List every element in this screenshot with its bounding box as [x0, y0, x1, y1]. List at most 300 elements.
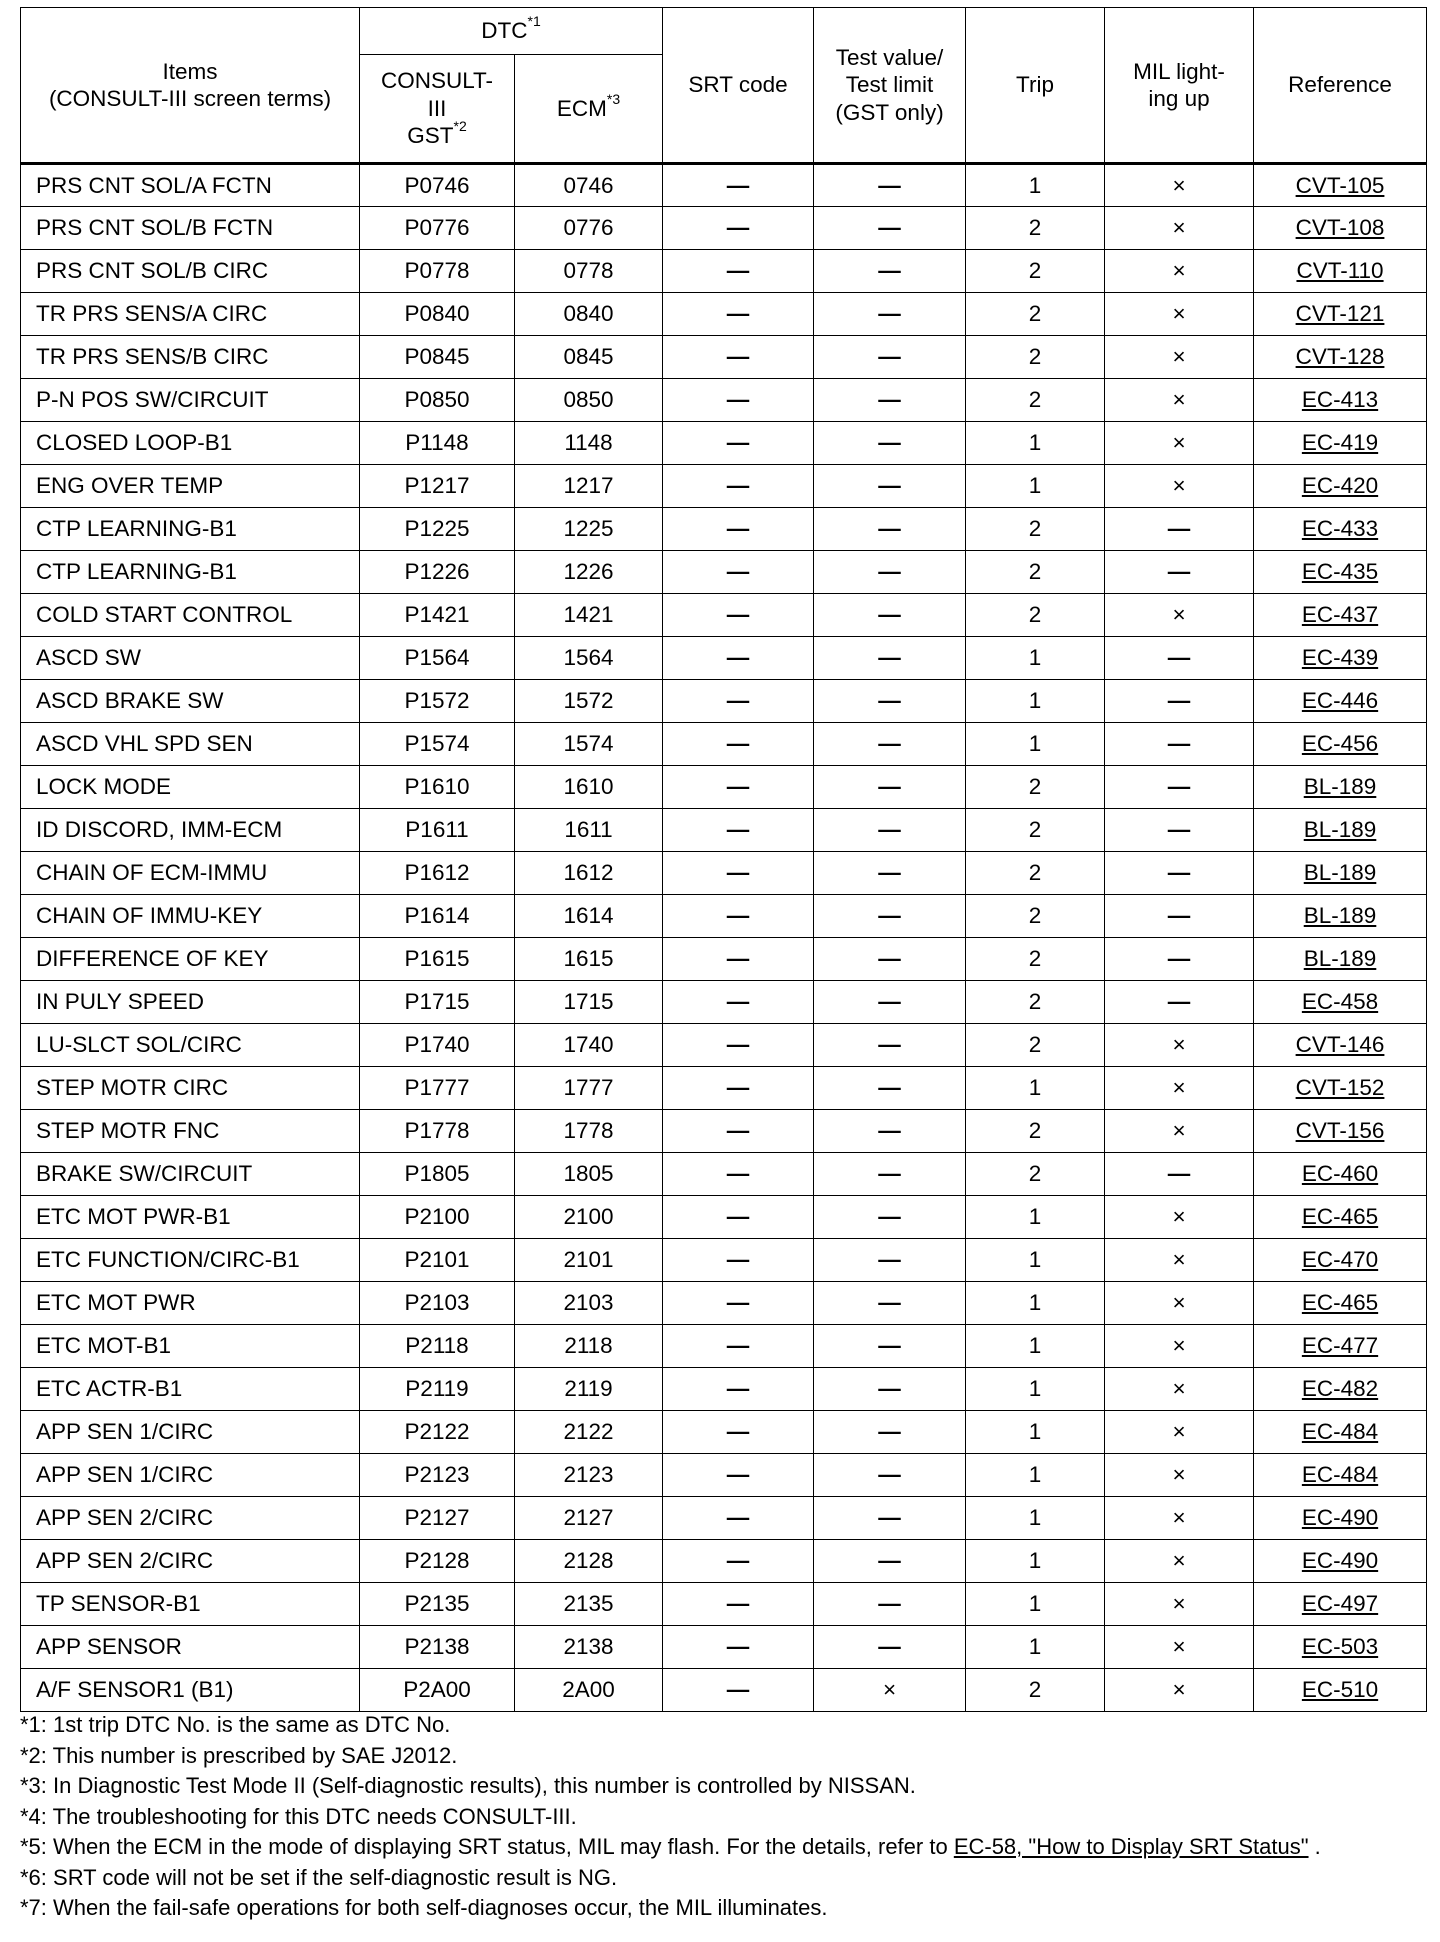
table-row [21, 207, 1427, 250]
ecm-cell: 2128 [515, 1540, 663, 1583]
consult-gst-cell: P0850 [360, 379, 515, 422]
reference-cell[interactable] [1254, 1153, 1427, 1196]
reference-link[interactable]: EC-465 [1301, 1204, 1379, 1230]
consult-gst-cell: P0746 [360, 164, 515, 207]
item-cell: ETC FUNCTION/CIRC-B1 [21, 1239, 360, 1282]
mil-cell: × [1105, 293, 1254, 336]
item-cell: TP SENSOR-B1 [21, 1583, 360, 1626]
item-cell: CTP LEARNING-B1 [21, 551, 360, 594]
reference-link[interactable]: EC-419 [1301, 430, 1379, 456]
header-ecm: ECM$^{*3}$ [515, 55, 663, 164]
trip-cell: 1 [966, 680, 1105, 723]
reference-cell[interactable] [1254, 981, 1427, 1024]
reference-link[interactable]: EC-460 [1301, 1161, 1379, 1187]
trip-cell: 2 [966, 594, 1105, 637]
reference-link[interactable]: EC-433 [1301, 516, 1379, 542]
consult-gst-cell: P0840 [360, 293, 515, 336]
ecm-cell: 0776 [515, 207, 663, 250]
mil-cell: — [1105, 680, 1254, 723]
consult-gst-cell: P2122 [360, 1411, 515, 1454]
dtc-table [20, 7, 1427, 1712]
reference-link[interactable]: EC-503 [1301, 1634, 1379, 1660]
consult-gst-cell: P0778 [360, 250, 515, 293]
item-cell: ETC MOT PWR-B1 [21, 1196, 360, 1239]
trip-cell: 1 [966, 1239, 1105, 1282]
srt-code-cell: — [663, 1411, 814, 1454]
table-row [21, 1282, 1427, 1325]
trip-cell: 2 [966, 852, 1105, 895]
reference-cell[interactable] [1254, 1110, 1427, 1153]
reference-link[interactable]: EC-465 [1301, 1290, 1379, 1316]
mil-cell: × [1105, 379, 1254, 422]
table-row [21, 1454, 1427, 1497]
mil-cell: — [1105, 981, 1254, 1024]
reference-cell[interactable] [1254, 809, 1427, 852]
srt-code-cell: — [663, 250, 814, 293]
reference-link[interactable]: EC-477 [1301, 1333, 1379, 1359]
trip-cell: 1 [966, 1497, 1105, 1540]
trip-cell: 2 [966, 981, 1105, 1024]
consult-gst-cell: P2A00 [360, 1669, 515, 1712]
srt-code-cell: — [663, 422, 814, 465]
srt-code-cell: — [663, 1110, 814, 1153]
table-row [21, 723, 1427, 766]
consult-gst-cell: P2138 [360, 1626, 515, 1669]
srt-code-cell: — [663, 1196, 814, 1239]
trip-cell: 1 [966, 1282, 1105, 1325]
reference-cell[interactable] [1254, 1583, 1427, 1626]
consult-gst-cell: P1805 [360, 1153, 515, 1196]
table-row [21, 981, 1427, 1024]
ecm-cell: 1778 [515, 1110, 663, 1153]
ecm-cell: 1611 [515, 809, 663, 852]
reference-link[interactable]: CVT-152 [1295, 1075, 1385, 1101]
reference-cell[interactable] [1254, 508, 1427, 551]
test-value-cell: — [814, 422, 966, 465]
srt-code-cell: — [663, 895, 814, 938]
srt-code-cell: — [663, 1368, 814, 1411]
mil-cell: × [1105, 1024, 1254, 1067]
table-row [21, 1110, 1427, 1153]
reference-cell[interactable] [1254, 207, 1427, 250]
consult-gst-cell: P1778 [360, 1110, 515, 1153]
table-row [21, 164, 1427, 207]
mil-cell: — [1105, 809, 1254, 852]
reference-cell[interactable] [1254, 1282, 1427, 1325]
consult-gst-cell: P2100 [360, 1196, 515, 1239]
reference-link[interactable]: EC-490 [1301, 1548, 1379, 1574]
trip-cell: 2 [966, 1110, 1105, 1153]
item-cell: ASCD SW [21, 637, 360, 680]
ecm-cell: 2122 [515, 1411, 663, 1454]
mil-cell: × [1105, 1626, 1254, 1669]
test-value-cell: — [814, 250, 966, 293]
srt-status-link[interactable]: EC-58, "How to Display SRT Status" [953, 1834, 1309, 1859]
srt-code-cell: — [663, 680, 814, 723]
reference-cell[interactable] [1254, 1669, 1427, 1712]
item-cell: PRS CNT SOL/B FCTN [21, 207, 360, 250]
item-cell: APP SEN 1/CIRC [21, 1411, 360, 1454]
reference-link[interactable]: EC-490 [1301, 1505, 1379, 1531]
item-cell: ETC ACTR-B1 [21, 1368, 360, 1411]
srt-code-cell: — [663, 852, 814, 895]
table-row [21, 1411, 1427, 1454]
ecm-cell: 1615 [515, 938, 663, 981]
table-row [21, 250, 1427, 293]
ecm-cell: 1574 [515, 723, 663, 766]
consult-gst-cell: P1740 [360, 1024, 515, 1067]
test-value-cell: — [814, 1153, 966, 1196]
mil-cell: × [1105, 465, 1254, 508]
reference-link[interactable]: CVT-146 [1295, 1032, 1385, 1058]
reference-cell[interactable] [1254, 1196, 1427, 1239]
srt-code-cell: — [663, 981, 814, 1024]
trip-cell: 1 [966, 723, 1105, 766]
mil-cell: — [1105, 895, 1254, 938]
table-row [21, 1239, 1427, 1282]
header-srt-code: SRT code [663, 8, 814, 164]
test-value-cell: — [814, 1282, 966, 1325]
table-body [21, 164, 1427, 1712]
mil-cell: × [1105, 1239, 1254, 1282]
trip-cell: 2 [966, 293, 1105, 336]
test-value-cell: — [814, 336, 966, 379]
mil-cell: × [1105, 1110, 1254, 1153]
ecm-cell: 1217 [515, 465, 663, 508]
mil-cell: — [1105, 852, 1254, 895]
reference-link[interactable]: EC-446 [1301, 688, 1379, 714]
reference-link[interactable]: EC-420 [1301, 473, 1379, 499]
test-value-cell: — [814, 1626, 966, 1669]
item-cell: CHAIN OF IMMU-KEY [21, 895, 360, 938]
srt-code-cell: — [663, 938, 814, 981]
item-cell: COLD START CONTROL [21, 594, 360, 637]
ecm-cell: 1777 [515, 1067, 663, 1110]
trip-cell: 2 [966, 250, 1105, 293]
test-value-cell: — [814, 379, 966, 422]
footnote-1: *1: 1st trip DTC No. is the same as DTC No. [20, 1712, 451, 1737]
item-cell: ID DISCORD, IMM-ECM [21, 809, 360, 852]
table-row [21, 465, 1427, 508]
footnote-2: *2: This number is prescribed by SAE J2012. [20, 1742, 458, 1768]
item-cell: LU-SLCT SOL/CIRC [21, 1024, 360, 1067]
header-consult-gst: CONSULT- III GST$^{*2}$ [360, 55, 515, 164]
reference-cell[interactable] [1254, 766, 1427, 809]
reference-cell[interactable] [1254, 852, 1427, 895]
consult-gst-cell: P2119 [360, 1368, 515, 1411]
ecm-cell: 2118 [515, 1325, 663, 1368]
trip-cell: 2 [966, 1669, 1105, 1712]
mil-cell: × [1105, 1540, 1254, 1583]
trip-cell: 2 [966, 508, 1105, 551]
consult-gst-cell: P1421 [360, 594, 515, 637]
reference-link[interactable]: CVT-121 [1295, 301, 1385, 327]
test-value-cell: — [814, 680, 966, 723]
header-dtc: DTC$^{*1}$ [360, 8, 663, 55]
test-value-cell: — [814, 1368, 966, 1411]
table-row [21, 1497, 1427, 1540]
reference-cell[interactable] [1254, 164, 1427, 207]
test-value-cell: — [814, 1196, 966, 1239]
table-row [21, 680, 1427, 723]
consult-gst-cell: P1148 [360, 422, 515, 465]
ecm-cell: 1740 [515, 1024, 663, 1067]
item-cell: BRAKE SW/CIRCUIT [21, 1153, 360, 1196]
reference-link[interactable]: EC-439 [1301, 645, 1379, 671]
table-row [21, 1540, 1427, 1583]
reference-link[interactable]: CVT-105 [1295, 172, 1385, 198]
trip-cell: 2 [966, 207, 1105, 250]
item-cell: CHAIN OF ECM-IMMU [21, 852, 360, 895]
test-value-cell: — [814, 723, 966, 766]
mil-cell: × [1105, 336, 1254, 379]
trip-cell: 1 [966, 637, 1105, 680]
trip-cell: 1 [966, 1626, 1105, 1669]
consult-gst-cell: P2123 [360, 1454, 515, 1497]
table-row [21, 1153, 1427, 1196]
footnote-7: *7: When the fail-safe operations for both self-diagnoses occur, the MIL illuminates. [20, 1895, 828, 1920]
item-cell: DIFFERENCE OF KEY [21, 938, 360, 981]
reference-cell[interactable] [1254, 465, 1427, 508]
trip-cell: 1 [966, 164, 1105, 207]
header-items: Items (CONSULT-III screen terms) [21, 8, 360, 164]
srt-code-cell: — [663, 1497, 814, 1540]
srt-code-cell: — [663, 1626, 814, 1669]
srt-code-cell: — [663, 1669, 814, 1712]
item-cell: ENG OVER TEMP [21, 465, 360, 508]
item-cell: A/F SENSOR1 (B1) [21, 1669, 360, 1712]
reference-cell[interactable] [1254, 250, 1427, 293]
item-cell: IN PULY SPEED [21, 981, 360, 1024]
trip-cell: 2 [966, 938, 1105, 981]
item-cell: CTP LEARNING-B1 [21, 508, 360, 551]
mil-cell: × [1105, 1282, 1254, 1325]
reference-cell[interactable] [1254, 551, 1427, 594]
trip-cell: 2 [966, 551, 1105, 594]
reference-cell[interactable] [1254, 1325, 1427, 1368]
srt-code-cell: — [663, 1583, 814, 1626]
reference-cell[interactable] [1254, 637, 1427, 680]
consult-gst-cell: P1614 [360, 895, 515, 938]
mil-cell: × [1105, 1411, 1254, 1454]
srt-code-cell: — [663, 1325, 814, 1368]
ecm-cell: 1421 [515, 594, 663, 637]
table-row [21, 422, 1427, 465]
mil-cell: × [1105, 422, 1254, 465]
table-row [21, 1626, 1427, 1669]
consult-gst-cell: P2128 [360, 1540, 515, 1583]
table-row [21, 809, 1427, 852]
item-cell: ETC MOT-B1 [21, 1325, 360, 1368]
reference-link[interactable]: BL-189 [1303, 946, 1377, 972]
consult-gst-cell: P1615 [360, 938, 515, 981]
reference-link[interactable]: BL-189 [1303, 903, 1377, 929]
test-value-cell: — [814, 1067, 966, 1110]
mil-cell: — [1105, 551, 1254, 594]
srt-code-cell: — [663, 207, 814, 250]
reference-cell[interactable] [1254, 895, 1427, 938]
mil-cell: × [1105, 250, 1254, 293]
reference-cell[interactable] [1254, 1626, 1427, 1669]
reference-cell[interactable] [1254, 1239, 1427, 1282]
item-cell: PRS CNT SOL/A FCTN [21, 164, 360, 207]
trip-cell: 1 [966, 465, 1105, 508]
table-row [21, 938, 1427, 981]
reference-link[interactable]: EC-482 [1301, 1376, 1379, 1402]
consult-gst-cell: P2103 [360, 1282, 515, 1325]
reference-cell[interactable] [1254, 379, 1427, 422]
reference-link[interactable]: CVT-128 [1295, 344, 1385, 370]
reference-cell[interactable] [1254, 680, 1427, 723]
footnote-6: *6: SRT code will not be set if the self-diagnostic result is NG. [20, 1864, 618, 1890]
srt-code-cell: — [663, 1239, 814, 1282]
ecm-cell: 1610 [515, 766, 663, 809]
item-cell: APP SEN 1/CIRC [21, 1454, 360, 1497]
test-value-cell: — [814, 1411, 966, 1454]
ecm-cell: 1572 [515, 680, 663, 723]
test-value-cell: — [814, 809, 966, 852]
mil-cell: × [1105, 1067, 1254, 1110]
mil-cell: — [1105, 508, 1254, 551]
footnote-4: *4: The troubleshooting for this DTC needs CONSULT-III. [20, 1803, 577, 1829]
consult-gst-cell: P1612 [360, 852, 515, 895]
test-value-cell: — [814, 551, 966, 594]
srt-code-cell: — [663, 508, 814, 551]
test-value-cell: — [814, 766, 966, 809]
ecm-cell: 2119 [515, 1368, 663, 1411]
consult-gst-cell: P1777 [360, 1067, 515, 1110]
test-value-cell: — [814, 981, 966, 1024]
ecm-cell: 0778 [515, 250, 663, 293]
reference-link[interactable]: EC-470 [1301, 1247, 1379, 1273]
reference-link[interactable]: EC-437 [1301, 602, 1379, 628]
reference-cell[interactable] [1254, 422, 1427, 465]
consult-gst-cell: P2135 [360, 1583, 515, 1626]
trip-cell: 2 [966, 1153, 1105, 1196]
srt-code-cell: — [663, 164, 814, 207]
reference-link[interactable]: CVT-108 [1295, 215, 1385, 241]
trip-cell: 2 [966, 379, 1105, 422]
test-value-cell: — [814, 508, 966, 551]
ecm-cell: 1715 [515, 981, 663, 1024]
reference-link[interactable]: CVT-156 [1295, 1118, 1385, 1144]
trip-cell: 1 [966, 422, 1105, 465]
reference-link[interactable]: EC-435 [1301, 559, 1379, 585]
reference-link[interactable]: EC-458 [1301, 989, 1379, 1015]
item-cell: P-N POS SW/CIRCUIT [21, 379, 360, 422]
item-cell: TR PRS SENS/A CIRC [21, 293, 360, 336]
reference-link[interactable]: EC-413 [1301, 387, 1379, 413]
reference-link[interactable]: BL-189 [1303, 774, 1377, 800]
reference-cell[interactable] [1254, 594, 1427, 637]
srt-code-cell: — [663, 465, 814, 508]
table-row [21, 508, 1427, 551]
trip-cell: 1 [966, 1067, 1105, 1110]
test-value-cell: — [814, 1110, 966, 1153]
reference-cell[interactable] [1254, 1368, 1427, 1411]
ecm-cell: 1805 [515, 1153, 663, 1196]
ecm-cell: 1614 [515, 895, 663, 938]
reference-cell[interactable] [1254, 938, 1427, 981]
mil-cell: × [1105, 1368, 1254, 1411]
ecm-cell: 2103 [515, 1282, 663, 1325]
item-cell: APP SENSOR [21, 1626, 360, 1669]
ecm-cell: 2135 [515, 1583, 663, 1626]
mil-cell: × [1105, 1583, 1254, 1626]
test-value-cell: — [814, 1583, 966, 1626]
item-cell: PRS CNT SOL/B CIRC [21, 250, 360, 293]
trip-cell: 2 [966, 809, 1105, 852]
reference-link[interactable]: EC-456 [1301, 731, 1379, 757]
test-value-cell: — [814, 852, 966, 895]
srt-code-cell: — [663, 766, 814, 809]
header-test-value: Test value/ Test limit (GST only) [814, 8, 966, 164]
ecm-cell: 0845 [515, 336, 663, 379]
reference-link[interactable]: EC-510 [1301, 1677, 1379, 1703]
mil-cell: × [1105, 1497, 1254, 1540]
trip-cell: 1 [966, 1583, 1105, 1626]
reference-link[interactable]: BL-189 [1303, 817, 1377, 843]
reference-link[interactable]: CVT-110 [1296, 258, 1384, 284]
reference-cell[interactable] [1254, 1024, 1427, 1067]
reference-cell[interactable] [1254, 1411, 1427, 1454]
table-row [21, 379, 1427, 422]
reference-cell[interactable] [1254, 1454, 1427, 1497]
reference-link[interactable]: EC-484 [1301, 1419, 1379, 1445]
trip-cell: 1 [966, 1196, 1105, 1239]
mil-cell: — [1105, 766, 1254, 809]
test-value-cell: — [814, 293, 966, 336]
mil-cell: × [1105, 594, 1254, 637]
ecm-cell: 2138 [515, 1626, 663, 1669]
mil-cell: — [1105, 1153, 1254, 1196]
mil-cell: × [1105, 207, 1254, 250]
srt-code-cell: — [663, 809, 814, 852]
srt-code-cell: — [663, 594, 814, 637]
test-value-cell: — [814, 465, 966, 508]
srt-code-cell: — [663, 551, 814, 594]
reference-cell[interactable] [1254, 336, 1427, 379]
reference-link[interactable]: BL-189 [1303, 860, 1377, 886]
table-row [21, 1669, 1427, 1712]
mil-cell: — [1105, 938, 1254, 981]
item-cell: ETC MOT PWR [21, 1282, 360, 1325]
table-row [21, 1583, 1427, 1626]
table-row [21, 594, 1427, 637]
reference-link[interactable]: EC-497 [1301, 1591, 1379, 1617]
reference-cell[interactable] [1254, 1497, 1427, 1540]
srt-code-cell: — [663, 293, 814, 336]
item-cell: ASCD VHL SPD SEN [21, 723, 360, 766]
item-cell: TR PRS SENS/B CIRC [21, 336, 360, 379]
reference-cell[interactable] [1254, 723, 1427, 766]
ecm-cell: 1226 [515, 551, 663, 594]
reference-cell[interactable] [1254, 293, 1427, 336]
mil-cell: × [1105, 1325, 1254, 1368]
ecm-cell: 0746 [515, 164, 663, 207]
table-row [21, 766, 1427, 809]
reference-cell[interactable] [1254, 1067, 1427, 1110]
srt-code-cell: — [663, 1067, 814, 1110]
reference-link[interactable]: EC-484 [1301, 1462, 1379, 1488]
item-cell: STEP MOTR FNC [21, 1110, 360, 1153]
ecm-cell: 0850 [515, 379, 663, 422]
table-header [21, 8, 1427, 164]
test-value-cell: — [814, 1325, 966, 1368]
test-value-cell: — [814, 1239, 966, 1282]
mil-cell: × [1105, 1669, 1254, 1712]
reference-cell[interactable] [1254, 1540, 1427, 1583]
